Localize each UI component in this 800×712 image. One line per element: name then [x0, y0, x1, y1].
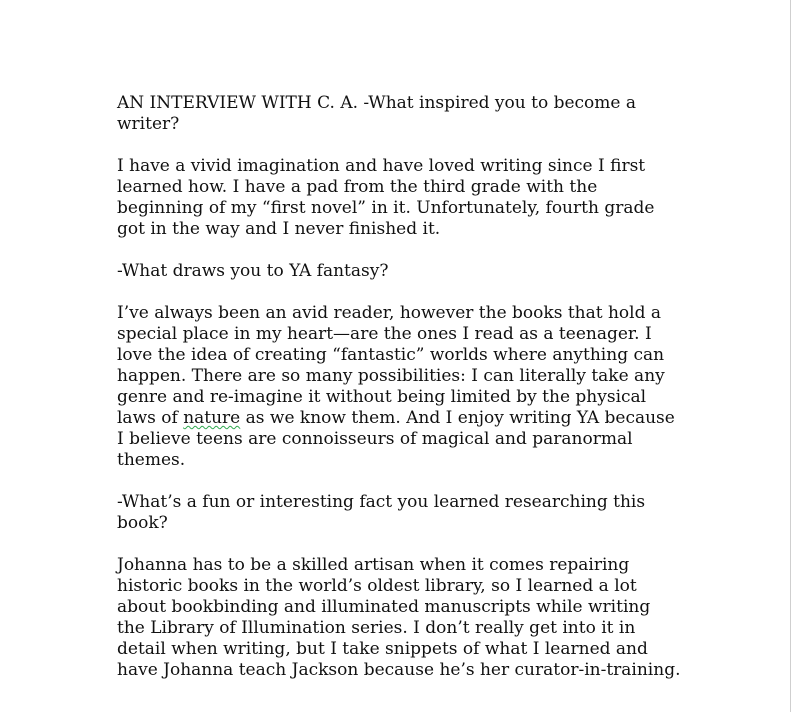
document-body[interactable] — [117, 93, 717, 702]
text-line: genre and re-imagine it without being limited by the physical — [117, 387, 647, 407]
text-line: I’ve always been an avid reader, however the books that hold a — [117, 303, 662, 323]
text-line: about bookbinding and illuminated manuscripts while writing — [117, 597, 651, 617]
text-line: learned how. I have a pad from the third grade with the — [117, 177, 598, 197]
text-line: writer? — [117, 114, 180, 134]
text-line: -What’s a fun or interesting fact you learned researching this — [117, 492, 646, 512]
text-line: got in the way and I never finished it. — [117, 219, 441, 239]
text-line: detail when writing, but I take snippets of what I learned and — [117, 639, 648, 659]
answer-paragraph-inspiration — [117, 156, 717, 240]
text-line: AN INTERVIEW WITH C. A. -What inspired you to become a — [117, 93, 637, 113]
interview-heading-question — [117, 93, 717, 135]
text-segment: as we know them. And I enjoy writing YA because — [240, 408, 675, 428]
text-line: themes. — [117, 450, 186, 470]
spellcheck-flagged-word[interactable]: nature — [183, 408, 241, 428]
text-line: beginning of my “first novel” in it. Unfortunately, fourth grade — [117, 198, 655, 218]
question-fun-fact — [117, 492, 717, 534]
text-line: I have a vivid imagination and have loved writing since I first — [117, 156, 646, 176]
text-line: special place in my heart—are the ones I read as a teenager. I — [117, 324, 652, 344]
answer-paragraph-ya-fantasy — [117, 303, 717, 471]
text-line — [117, 408, 717, 429]
text-line: -What draws you to YA fantasy? — [117, 261, 389, 281]
answer-paragraph-fun-fact — [117, 555, 717, 681]
page-edge-divider — [790, 0, 791, 712]
text-segment: laws of — [117, 408, 184, 428]
text-line: historic books in the world’s oldest library, so I learned a lot — [117, 576, 637, 596]
text-line: I believe teens are connoisseurs of magical and paranormal — [117, 429, 633, 449]
question-ya-fantasy — [117, 261, 717, 282]
text-line: have Johanna teach Jackson because he’s her curator-in-training. — [117, 660, 681, 680]
text-line: the Library of Illumination series. I don’t really get into it in — [117, 618, 636, 638]
text-line: love the idea of creating “fantastic” worlds where anything can — [117, 345, 665, 365]
text-line: book? — [117, 513, 168, 533]
text-line: happen. There are so many possibilities: I can literally take any — [117, 366, 665, 386]
text-line: Johanna has to be a skilled artisan when it comes repairing — [117, 555, 630, 575]
